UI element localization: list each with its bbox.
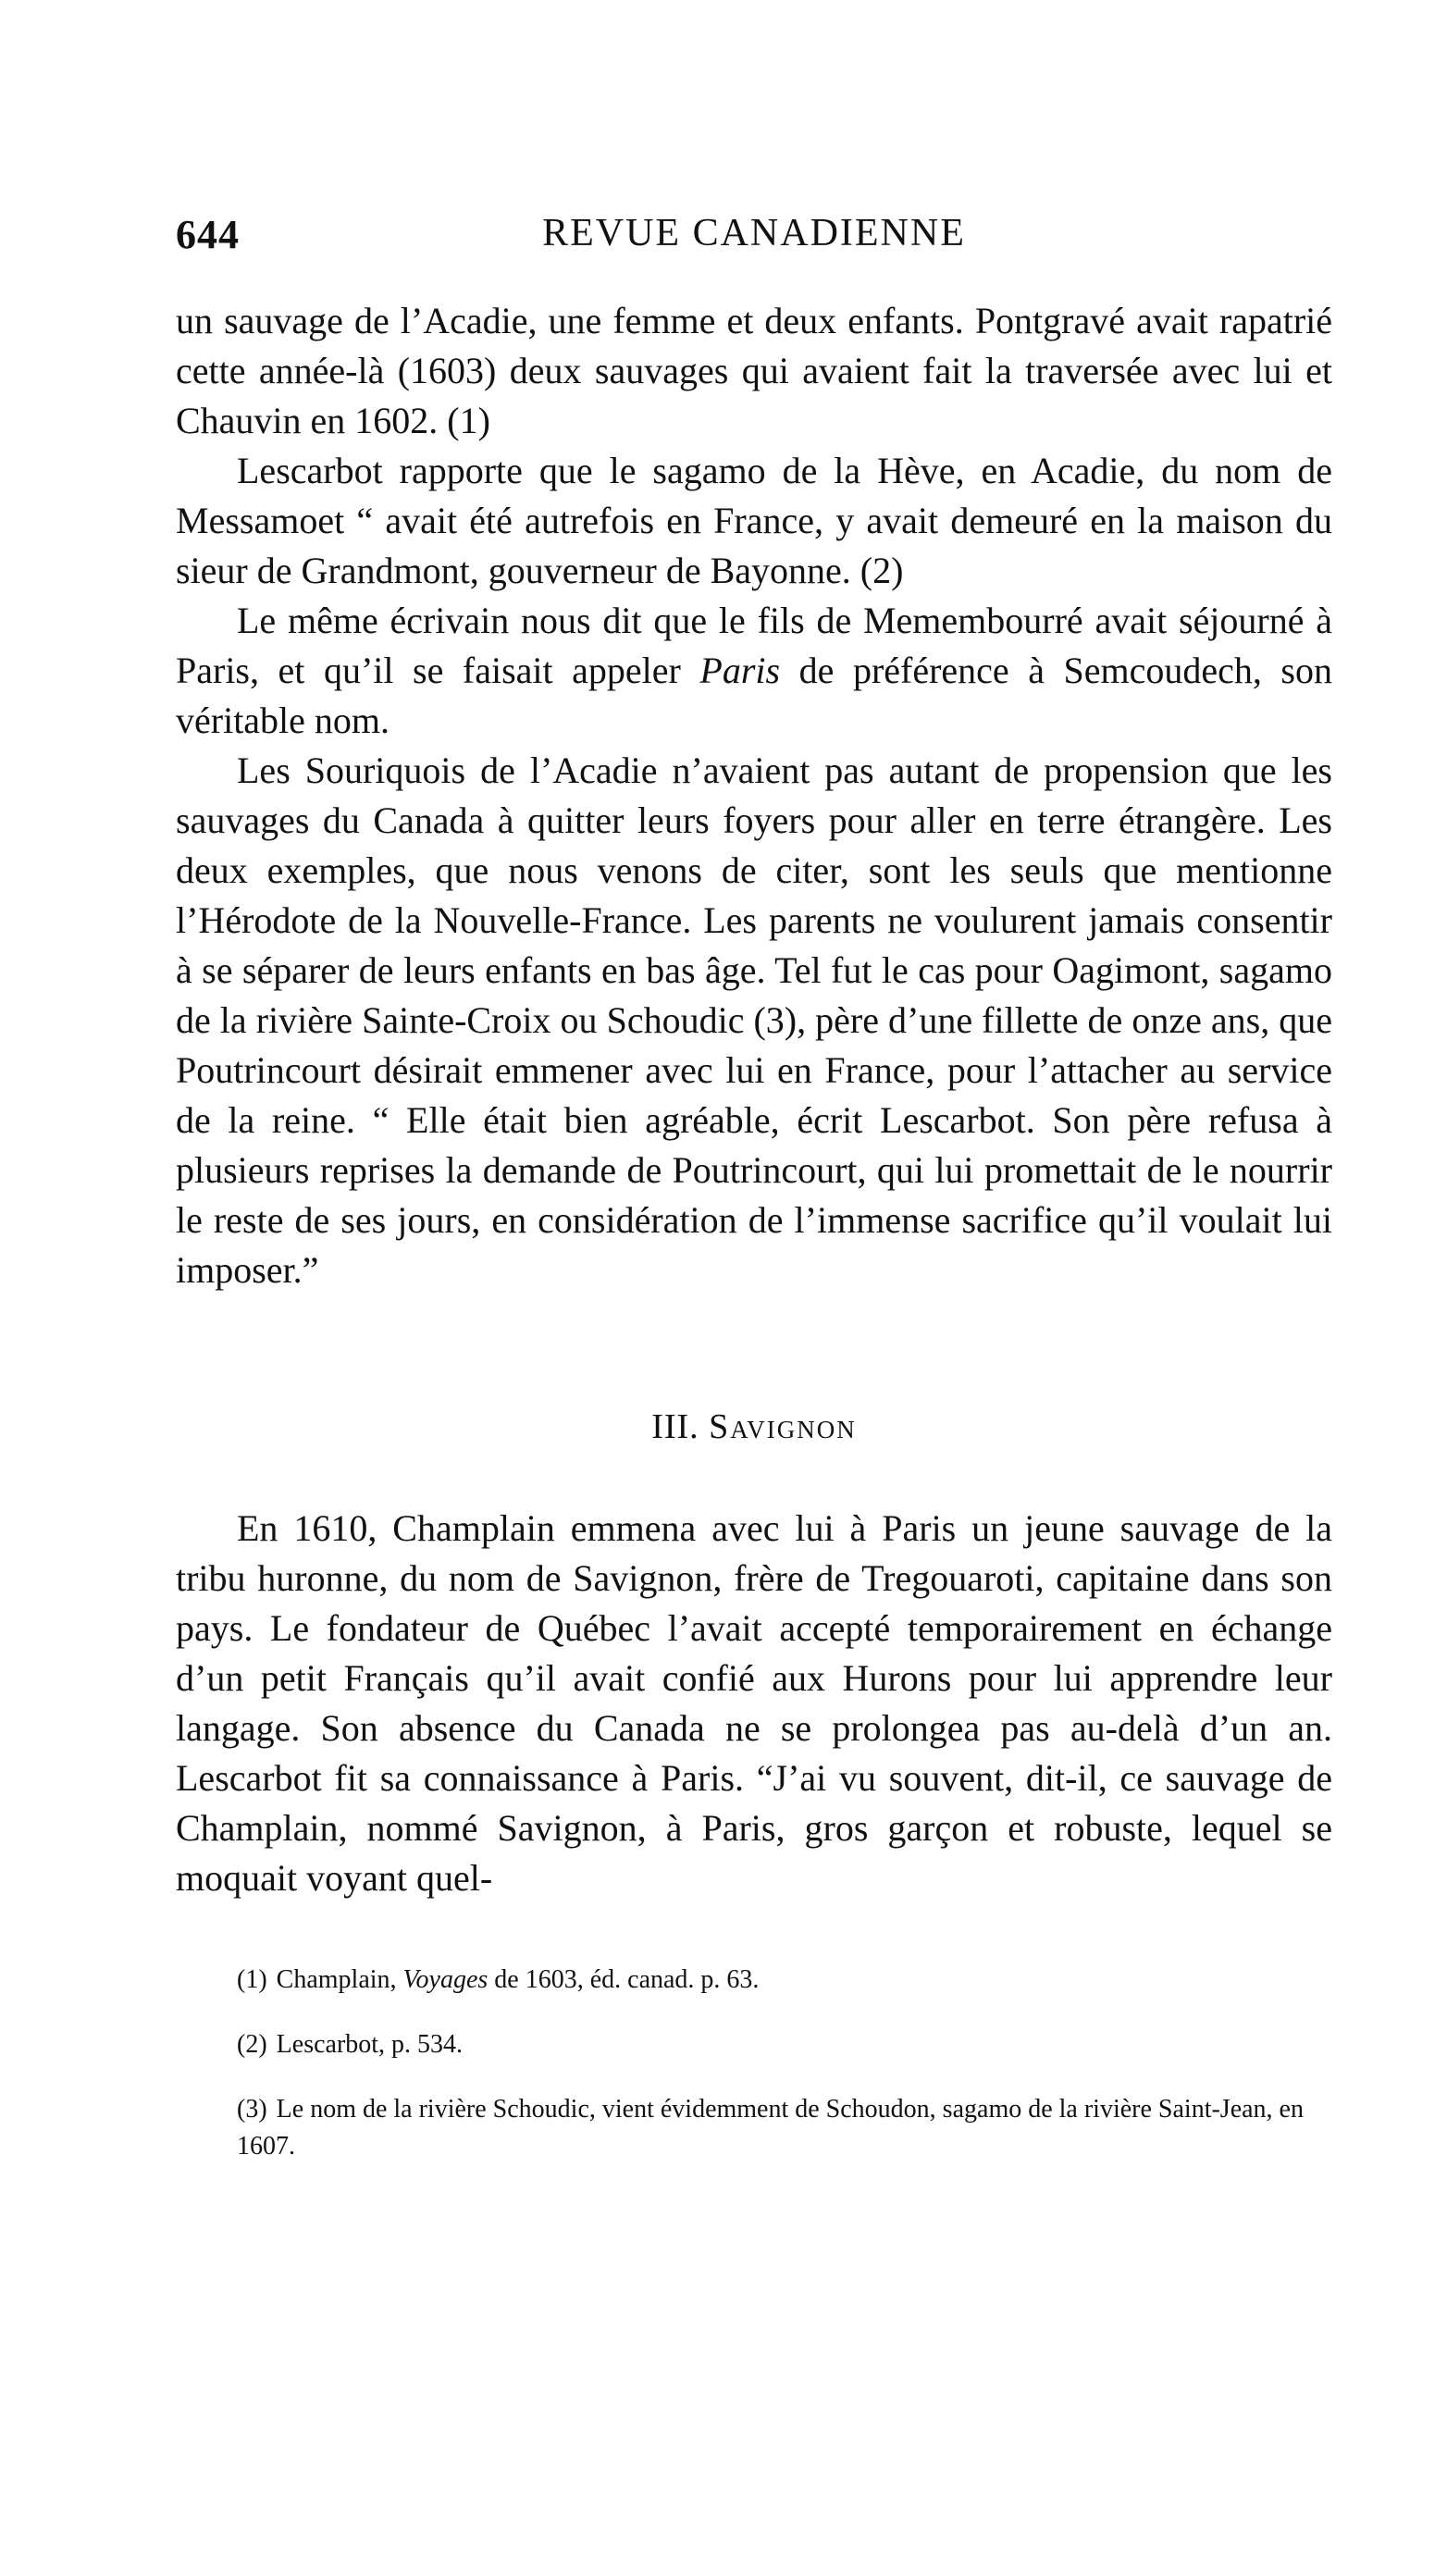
paragraph-1: un sauvage de l’Acadie, une femme et deux enfants. Pontgravé avait rapatrié cette année-là (1603) deux sauvages qui avaient fait la traversée avec lui et Chauvin en 1602. (1) xyxy=(176,300,1332,441)
paragraph-3-italic: Paris xyxy=(699,650,781,691)
section-numeral: III. xyxy=(651,1407,699,1446)
footnote-2 xyxy=(176,2026,1332,2063)
paragraph-4: Les Souriquois de l’Acadie n’avaient pas autant de propension que les sauvages du Canada à quitter leurs foyers pour aller en terre étrangère. Les deux exemples, que nous venons de citer, sont les seuls que mentionne l’Hérodote de la Nouvelle-France. Les parents ne voulurent jamais consentir à se séparer de leurs enfants en bas âge. Tel fut le cas pour Oagimont, sagamo de la rivière Sainte-Croix ou Schoudic (3), père d’une fillette de onze ans, que Poutrincourt désirait emmener avec lui en France, pour l’attacher au service de la reine. “ Elle était bien agréable, écrit Lescarbot. Son père refusa à plusieurs reprises la demande de Poutrincourt, qui lui promettait de le nourrir le reste de ses jours, en considération de l’immense sacrifice qu’il voulait lui imposer.” xyxy=(176,749,1332,1291)
section-heading xyxy=(176,1406,1332,1447)
paragraph-2: Lescarbot rapporte que le sagamo de la Hève, en Acadie, du nom de Messamoet “ avait été autrefois en France, y avait demeuré en la maison du sieur de Grandmont, gouverneur de Bayonne. (2) xyxy=(176,450,1332,591)
page-number: 644 xyxy=(176,212,240,257)
paragraph-3 xyxy=(176,596,1332,746)
paragraph-3-text-a: Le même écrivain nous dit que le fils de Memembourré avait séjourné à Paris, et qu’il se faisait appeler xyxy=(176,600,1332,691)
section-title: Savignon xyxy=(709,1407,857,1446)
footnote-3 xyxy=(176,2091,1332,2165)
footnote-1-text-a: Champlain, xyxy=(276,1965,403,1994)
footnote-1-text-b: de 1603, éd. canad. p. 63. xyxy=(488,1965,760,1994)
body-text-upper xyxy=(176,296,1332,1295)
journal-title: REVUE CANADIENNE xyxy=(542,212,966,254)
footnote-1 xyxy=(176,1962,1332,1999)
footnotes xyxy=(176,1962,1332,2193)
footnote-3-mark: (3) xyxy=(237,2095,267,2124)
running-head xyxy=(176,211,1332,266)
paragraph-3-text-b: de préférence à Semcoudech, son véritable nom. xyxy=(176,650,1332,741)
footnote-3-text: Le nom de la rivière Schoudic, vient évidemment de Schoudon, sagamo de la rivière Saint-Jean, en 1607. xyxy=(237,2095,1304,2161)
footnote-2-mark: (2) xyxy=(237,2030,267,2059)
footnote-1-italic: Voyages xyxy=(402,1965,489,1994)
footnote-1-mark: (1) xyxy=(237,1965,267,1994)
footnote-2-text: Lescarbot, p. 534. xyxy=(276,2030,464,2059)
paragraph-5: En 1610, Champlain emmena avec lui à Paris un jeune sauvage de la tribu huronne, du nom de Savignon, frère de Tregouaroti, capitaine dans son pays. Le fondateur de Québec l’avait accepté temporairement en échange d’un petit Français qu’il avait confié aux Hurons pour lui apprendre leur langage. Son absence du Canada ne se prolongea pas au-delà d’un an. Lescarbot fit sa connaissance à Paris. “J’ai vu souvent, dit-il, ce sauvage de Champlain, nommé Savignon, à Paris, gros garçon et robuste, lequel se moquait voyant quel- xyxy=(176,1507,1332,1899)
body-text-lower xyxy=(176,1504,1332,1903)
